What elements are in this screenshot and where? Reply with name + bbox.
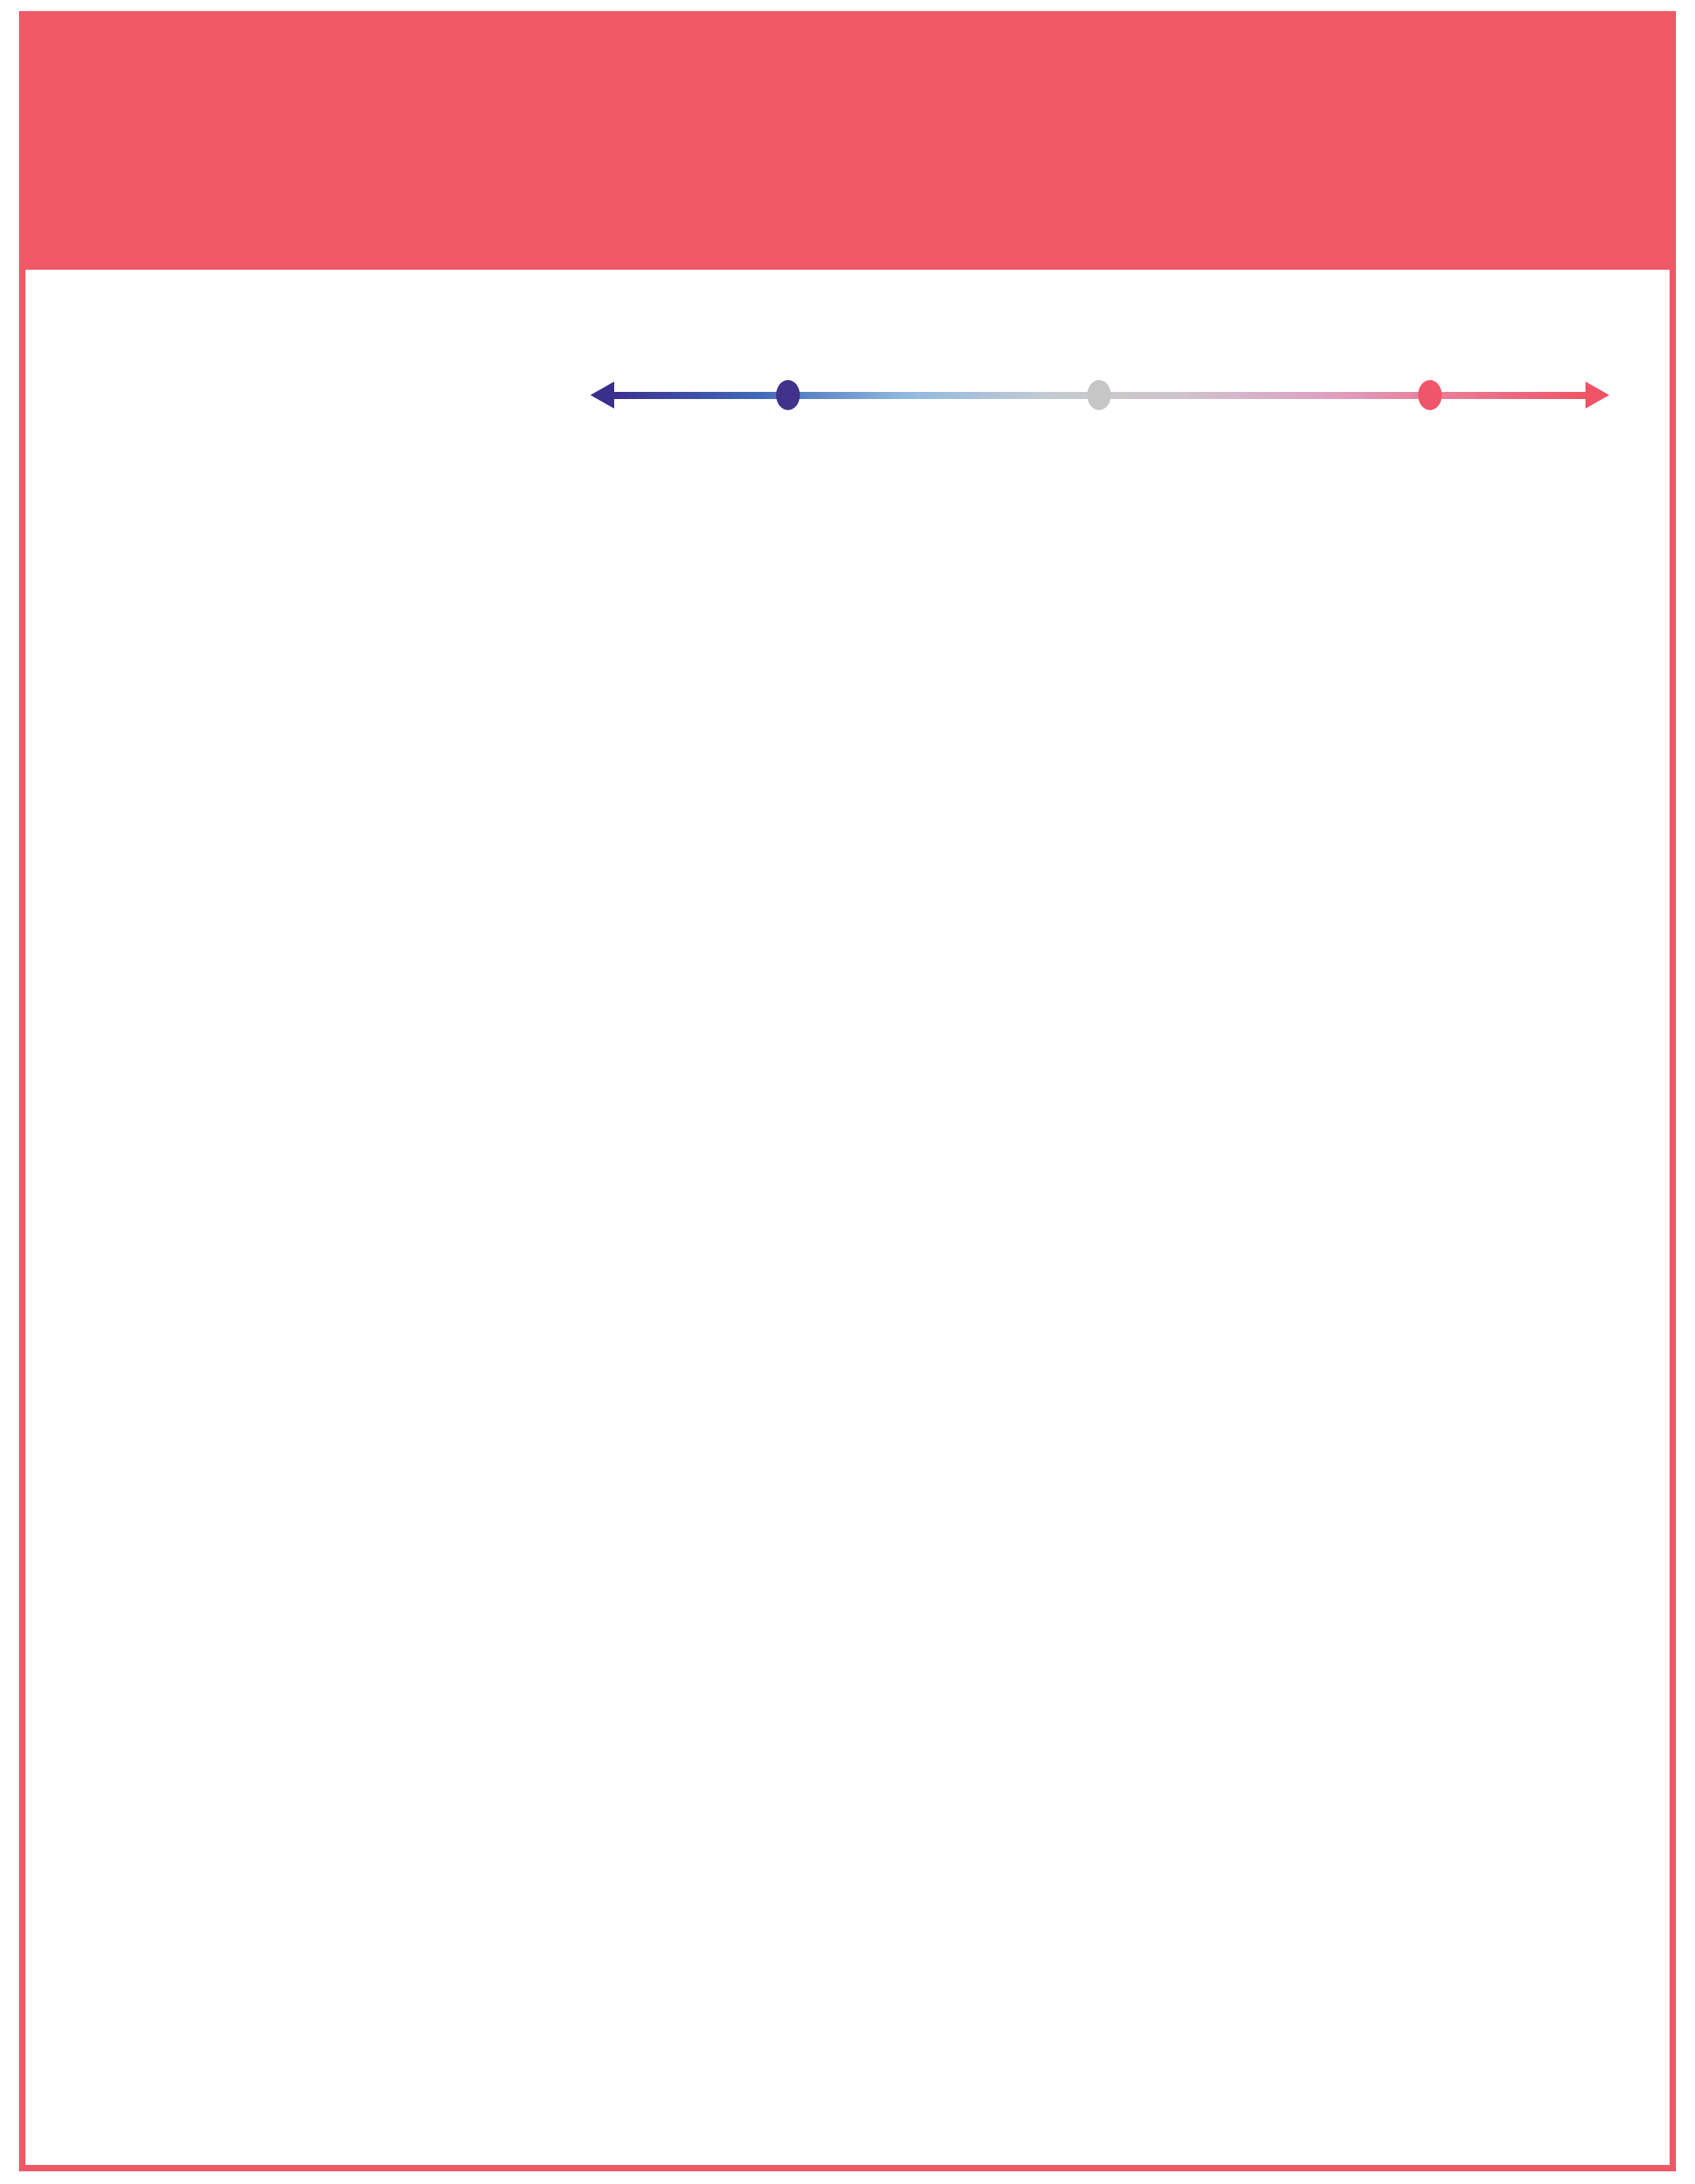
legend-axis xyxy=(590,379,1609,411)
chart-legend xyxy=(25,328,1670,414)
left-arrowhead-icon xyxy=(590,382,614,409)
diverging-bar-chart xyxy=(25,328,1670,414)
right-arrowhead-icon xyxy=(1585,382,1609,409)
disagree-dot-icon xyxy=(1418,380,1442,410)
figure-content xyxy=(19,270,1676,2171)
figure-header xyxy=(19,11,1676,270)
agree-dot-icon xyxy=(776,380,800,410)
figure-card xyxy=(19,11,1676,2171)
neither-dot-icon xyxy=(1087,380,1111,410)
